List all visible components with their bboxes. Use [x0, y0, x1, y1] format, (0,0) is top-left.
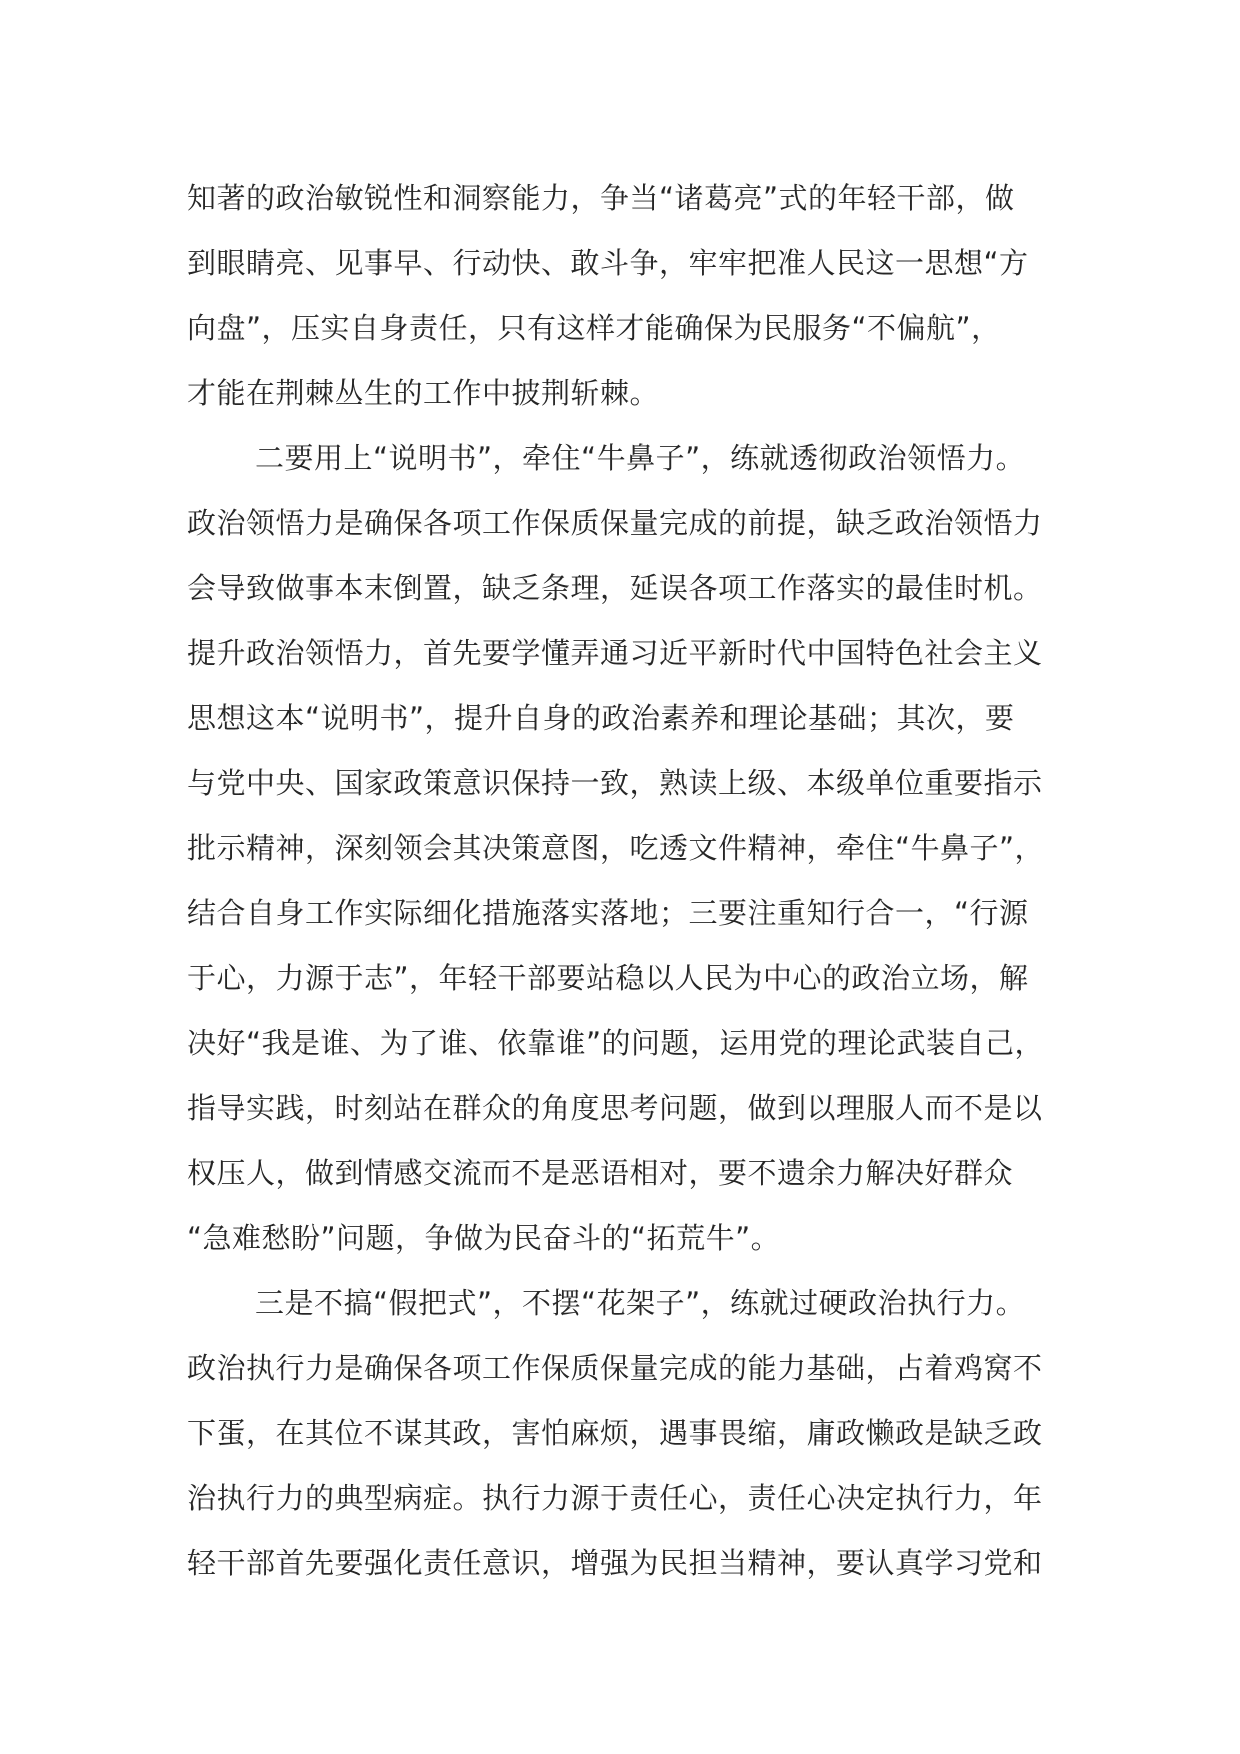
text-line: 结合自身工作实际细化措施落实落地；三要注重知行合一，“行源 [187, 896, 1029, 930]
text-line: 到眼睛亮、见事早、行动快、敢斗争，牢牢把准人民这一思想“方 [187, 246, 1029, 280]
text-line: 提升政治领悟力，首先要学懂弄通习近平新时代中国特色社会主义 [187, 636, 1043, 670]
paragraph-heading-line: 二要用上“说明书”，牵住“牛鼻子”，练就透彻政治领悟力。 [255, 441, 1026, 475]
text-line: 会导致做事本末倒置，缺乏条理，延误各项工作落实的最佳时机。 [187, 571, 1043, 605]
text-line: 政治执行力是确保各项工作保质保量完成的能力基础，占着鸡窝不 [187, 1351, 1043, 1385]
text-line: 思想这本“说明书”，提升自身的政治素养和理论基础；其次，要 [187, 701, 1015, 735]
text-line: 决好“我是谁、为了谁、依靠谁”的问题，运用党的理论武装自己， [187, 1026, 1045, 1060]
text-line: 于心，力源于志”，年轻干部要站稳以人民为中心的政治立场，解 [187, 961, 1029, 995]
text-line: 与党中央、国家政策意识保持一致，熟读上级、本级单位重要指示 [187, 766, 1043, 800]
text-line: 指导实践，时刻站在群众的角度思考问题，做到以理服人而不是以 [187, 1091, 1043, 1125]
text-line: “急难愁盼”问题，争做为民奋斗的“拓荒牛”。 [187, 1221, 781, 1255]
text-line: 治执行力的典型病症。执行力源于责任心，责任心决定执行力，年 [187, 1481, 1043, 1515]
text-line: 才能在荆棘丛生的工作中披荆斩棘。 [187, 376, 660, 410]
body-text [187, 166, 1087, 1596]
text-line: 向盘”，压实自身责任，只有这样才能确保为民服务“不偏航”， [187, 311, 1001, 345]
text-line: 轻干部首先要强化责任意识，增强为民担当精神，要认真学习党和 [187, 1546, 1043, 1580]
text-line: 知著的政治敏锐性和洞察能力，争当“诸葛亮”式的年轻干部，做 [187, 181, 1015, 215]
paragraph-heading-line: 三是不搞“假把式”，不摆“花架子”，练就过硬政治执行力。 [255, 1286, 1026, 1320]
text-line: 政治领悟力是确保各项工作保质保量完成的前提，缺乏政治领悟力 [187, 506, 1043, 540]
text-line: 下蛋，在其位不谋其政，害怕麻烦，遇事畏缩，庸政懒政是缺乏政 [187, 1416, 1043, 1450]
text-line: 权压人，做到情感交流而不是恶语相对，要不遗余力解决好群众 [187, 1156, 1014, 1190]
text-line: 批示精神，深刻领会其决策意图，吃透文件精神，牵住“牛鼻子”， [187, 831, 1045, 865]
